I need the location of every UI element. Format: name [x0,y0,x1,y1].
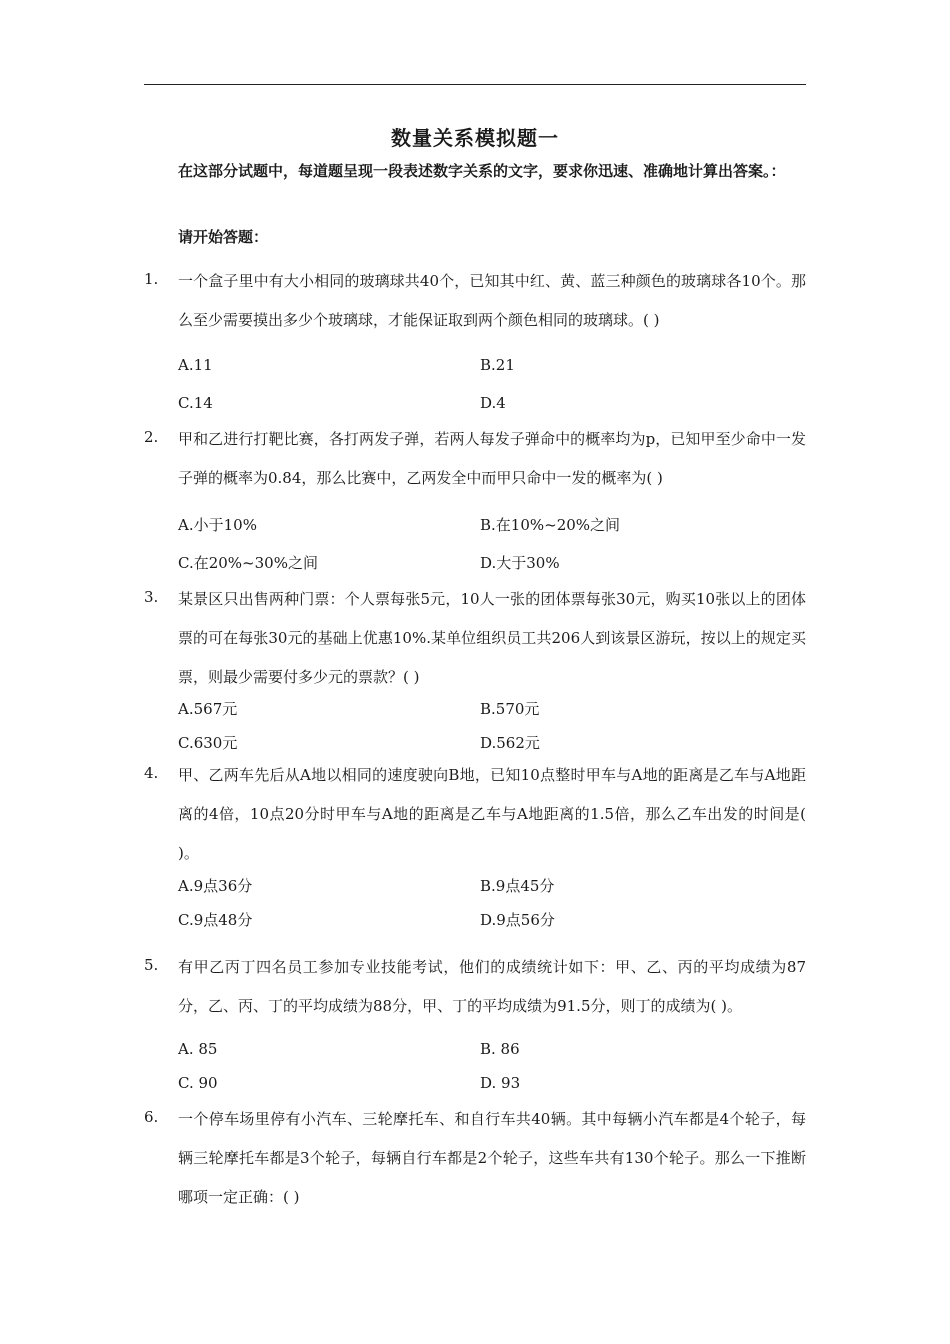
option-a[interactable]: A.9点36分 [178,877,253,895]
question-4 [144,756,806,873]
question-number: 2. [144,428,159,446]
question-number: 5. [144,956,159,974]
question-stem: 一个盒子里中有大小相同的玻璃球共40个，已知其中红、黄、蓝三种颜色的玻璃球各10个。那么至少需要摸出多少个玻璃球，才能保证取到两个颜色相同的玻璃球。( ) [178,272,806,329]
question-number: 1. [144,270,159,288]
option-d[interactable]: D.9点56分 [480,911,555,929]
option-a[interactable]: A.小于10% [178,516,257,534]
question-stem: 某景区只出售两种门票：个人票每张5元，10人一张的团体票每张30元，购买10张以上的团体票的可在每张30元的基础上优惠10%.某单位组织员工共206人到该景区游玩，按以上的规定买票，则最少需要付多少元的票款？( ) [178,590,806,686]
question-stem: 有甲乙丙丁四名员工参加专业技能考试，他们的成绩统计如下：甲、乙、丙的平均成绩为87分，乙、丙、丁的平均成绩为88分，甲、丁的平均成绩为91.5分，则丁的成绩为( )。 [178,958,806,1015]
question-number: 3. [144,588,159,606]
start-prompt: 请开始答题： [178,228,269,246]
option-c[interactable]: C.14 [178,394,213,412]
question-stem: 一个停车场里停有小汽车、三轮摩托车、和自行车共40辆。其中每辆小汽车都是4个轮子，每辆三轮摩托车都是3个轮子，每辆自行车都是2个轮子，这些车共有130个轮子。那么一下推断哪项一定正确：( ) [178,1110,806,1206]
question-3 [144,580,806,697]
header-rule [144,84,806,85]
question-stem: 甲和乙进行打靶比赛，各打两发子弹，若两人每发子弹命中的概率均为p，已知甲至少命中一发子弹的概率为0.84，那么比赛中，乙两发全中而甲只命中一发的概率为( ) [178,430,806,487]
option-d[interactable]: D.大于30% [480,554,560,572]
option-d[interactable]: D.4 [480,394,506,412]
question-1 [144,262,806,340]
question-2 [144,420,806,498]
question-5 [144,948,806,1026]
option-c[interactable]: C.9点48分 [178,911,253,929]
option-c[interactable]: C.在20%~30%之间 [178,554,318,572]
option-d[interactable]: D. 93 [480,1074,521,1092]
option-a[interactable]: A.11 [178,356,213,374]
option-a[interactable]: A.567元 [178,700,238,718]
question-number: 4. [144,764,159,782]
intro-paragraph: 在这部分试题中，每道题呈现一段表述数字关系的文字，要求你迅速、准确地计算出答案。： [178,162,786,180]
option-b[interactable]: B.21 [480,356,515,374]
question-stem: 甲、乙两车先后从A地以相同的速度驶向B地，已知10点整时甲车与A地的距离是乙车与A地距离的4倍，10点20分时甲车与A地的距离是乙车与A地距离的1.5倍，那么乙车出发的时间是( )。 [178,766,806,862]
question-6 [144,1100,806,1217]
option-a[interactable]: A. 85 [178,1040,218,1058]
option-c[interactable]: C. 90 [178,1074,218,1092]
option-b[interactable]: B.在10%~20%之间 [480,516,621,534]
option-b[interactable]: B.9点45分 [480,877,555,895]
option-b[interactable]: B. 86 [480,1040,520,1058]
option-b[interactable]: B.570元 [480,700,540,718]
option-c[interactable]: C.630元 [178,734,238,752]
question-number: 6. [144,1108,159,1126]
option-d[interactable]: D.562元 [480,734,540,752]
page-title: 数量关系模拟题一 [391,126,559,150]
